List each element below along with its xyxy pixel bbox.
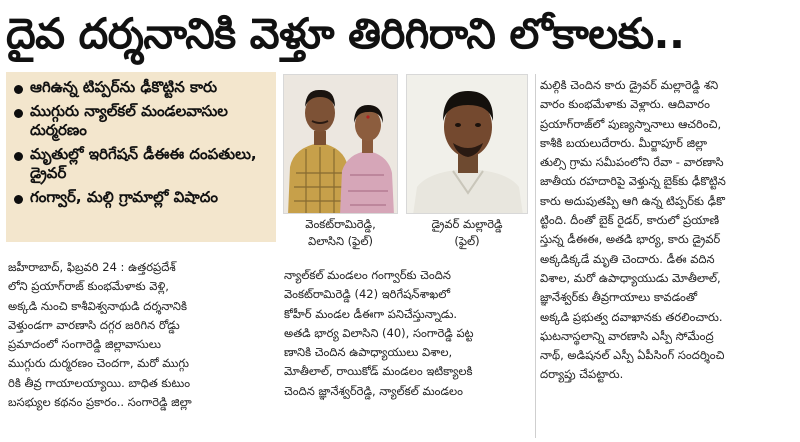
article-line: జాతీయ రహదారిపై వెళ్తున్న బైక్‌కు ఢీకొట్టిన bbox=[540, 174, 726, 189]
article-column-middle bbox=[284, 266, 532, 401]
headline: దైవ దర్శనానికి వెళ్తూ తిరిగిరాని లోకాలకు.. bbox=[6, 9, 685, 58]
article-line: కాశీకి బయలుదేరారు. మీర్జాపూర్ జిల్లా bbox=[540, 135, 708, 150]
article-line: చెందిన జ్ఞానేశ్వర్‌రెడ్డి, న్యాల్‌కల్ మండలం bbox=[284, 383, 463, 398]
caption-line: విలాసిని (ఫైల్) bbox=[308, 234, 373, 248]
caption-line: వెంకట్‌రామిరెడ్డి, bbox=[305, 217, 376, 231]
article-column-left bbox=[8, 258, 280, 412]
article-line: అతడి భార్య విలాసిని (40), సంగారెడ్డి పట్ట bbox=[284, 325, 474, 340]
highlight-item bbox=[14, 102, 268, 140]
article-line: కారు అదుపుతప్పి ఆగి ఉన్న టిప్పర్‌కు ఢీకొ bbox=[540, 193, 726, 208]
article-line: జహీరాబాద్, ఫిబ్రవరి 24 : ఉత్తరప్రదేశ్ bbox=[8, 260, 176, 274]
article-column-right bbox=[540, 76, 794, 385]
bullet-icon bbox=[14, 85, 23, 94]
article-line: ప్రయాగ్‌రాజ్‌లో పుణ్యస్నానాలు ఆచరించి, bbox=[540, 116, 722, 131]
couple-photo bbox=[283, 74, 398, 214]
highlight-text: మృతుల్లో ఇరిగేషన్ డీఈఈ దంపతులు, డ్రైవర్ bbox=[30, 145, 257, 182]
article-line: అక్కడిక్కడే మృతి చెందారు. డీఈ వదిన bbox=[540, 251, 715, 266]
article-line: జ్ఞానేశ్వర్‌కు తీవ్రగాయాలు కావడంతో bbox=[540, 290, 698, 305]
highlights-box bbox=[6, 72, 276, 242]
article-line: కోహీర్ మండల డీఈగా పనిచేస్తున్నాడు. bbox=[284, 306, 458, 321]
couple-caption bbox=[283, 216, 398, 250]
article-line: ముగ్గురు దుర్మరణం చెందగా, మరో ముగ్గు bbox=[8, 356, 190, 371]
article-line: స్తున్న డీఈఈ, అతడి భార్య, కారు డ్రైవర్ bbox=[540, 232, 721, 247]
article-line: ట్టింది. దీంతో బైక్ రైడర్, కారులో ప్రయాణి bbox=[540, 213, 720, 228]
article-line: వెళ్తుండగా వారణాసి దగ్గర జరిగిన రోడ్డు bbox=[8, 317, 180, 332]
driver-illustration bbox=[407, 75, 528, 214]
caption-line: డ్రైవర్ మల్లారెడ్డి bbox=[431, 217, 503, 231]
article-line: దర్యాప్తు చేపట్టారు. bbox=[540, 367, 624, 382]
highlight-text: ముగ్గురు న్యాల్‌కల్ మండలవాసుల దుర్మరణం bbox=[30, 102, 228, 139]
driver-photo bbox=[406, 74, 528, 214]
article-line: లోని ప్రయాగ్‌రాజ్ కుంభమేళాకు వెళ్లి, bbox=[8, 279, 169, 294]
highlight-item bbox=[14, 78, 268, 97]
article-line: వారం కుంభమేళాకు వెళ్లారు. ఆదివారం bbox=[540, 97, 710, 112]
highlight-text: గంగ్వార్, మల్గి గ్రామాల్లో విషాదం bbox=[30, 188, 218, 206]
article-line: వెంకట్‌రామిరెడ్డి (42) ఇరిగేషన్‌శాఖలో bbox=[284, 287, 451, 302]
article-line: మల్గికి చెందిన కారు డ్రైవర్ మల్లారెడ్డి శని bbox=[540, 78, 719, 92]
article-line: న్యాల్‌కల్ మండలం గంగ్వార్‌కు చెందిన bbox=[284, 268, 451, 282]
article-line: అక్కడి నుంచి కాశీవిశ్వనాథుడి దర్శనానికి bbox=[8, 298, 187, 313]
highlight-text: ఆగిఉన్న టిప్పర్‌ను ఢీకొట్టిన కారు bbox=[30, 78, 218, 96]
bullet-icon bbox=[14, 152, 23, 161]
bullet-icon bbox=[14, 195, 23, 204]
article-line: అక్కడి ప్రభుత్వ దవాఖానకు తరలించారు. bbox=[540, 309, 723, 324]
article-line: విశాల, మరో ఉపాధ్యాయుడు మోతీలాల్, bbox=[540, 270, 721, 285]
article-line: మోతీలాల్, రాయికోడ్ మండలం ఇటిక్యాలకి bbox=[284, 364, 473, 379]
article-line: తుల్సి గ్రామ సమీపంలోని రేవా - వారణాసి bbox=[540, 155, 724, 170]
article-line: నాథ్, అడిషనల్ ఎస్పీ ఏపీసింగ్ సందర్శించి bbox=[540, 348, 725, 363]
column-divider bbox=[535, 74, 536, 438]
caption-line: (ఫైల్) bbox=[454, 234, 480, 248]
article-line: ఘటనాస్థలాన్ని వారణాసి ఎస్పీ సోమేంద్ర bbox=[540, 328, 714, 343]
article-line: బసభ్యుల కథనం ప్రకారం.. సంగారెడ్డి జిల్లా bbox=[8, 395, 192, 410]
highlight-item bbox=[14, 145, 268, 183]
couple-illustration bbox=[284, 75, 398, 214]
article-line: ప్రమాదంలో సంగారెడ్డి జిల్లావాసులు bbox=[8, 337, 161, 352]
highlight-item bbox=[14, 188, 268, 207]
bullet-icon bbox=[14, 109, 23, 118]
driver-caption bbox=[406, 216, 528, 250]
article-line: రికి తీవ్ర గాయాలయ్యాయి. బాధిత కుటుం bbox=[8, 375, 191, 390]
article-line: ణానికి చెందిన ఉపాధ్యాయులు విశాల, bbox=[284, 345, 453, 360]
